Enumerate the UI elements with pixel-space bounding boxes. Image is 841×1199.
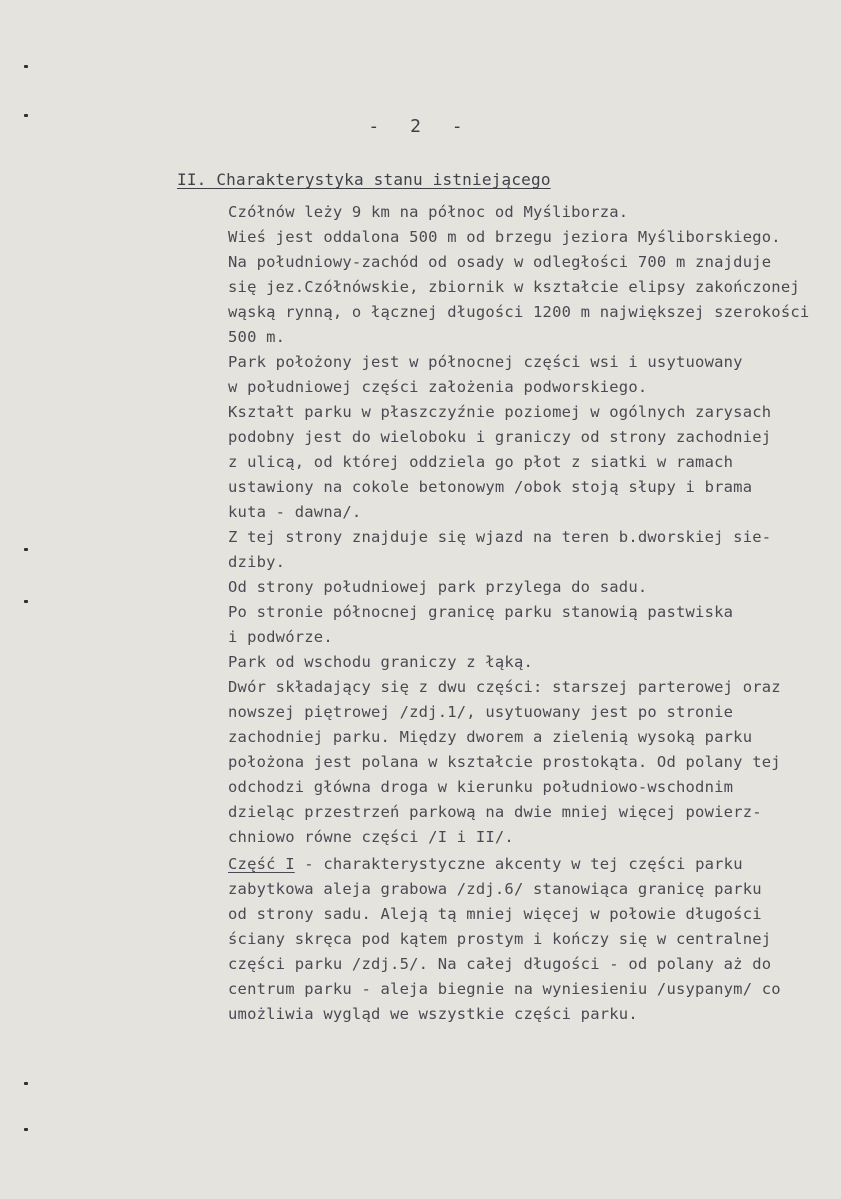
subsection-label: Część I bbox=[228, 855, 295, 873]
text-line: Park od wschodu graniczy z łąką. bbox=[228, 653, 534, 671]
margin-mark bbox=[24, 548, 28, 551]
text-line: Kształt parku w płaszczyźnie poziomej w ogólnych zarysach bbox=[228, 403, 772, 421]
text-line: podobny jest do wieloboku i graniczy od strony zachodniej bbox=[228, 428, 772, 446]
text-line: dziby. bbox=[228, 553, 286, 571]
text-line: Część I - charakterystyczne akcenty w tej części parku bbox=[228, 855, 743, 873]
text-line: położona jest polana w kształcie prostokąta. Od polany tej bbox=[228, 753, 781, 771]
text-line: Od strony południowej park przylega do sadu. bbox=[228, 578, 648, 596]
text-line: Park położony jest w północnej części wsi i usytuowany bbox=[228, 353, 743, 371]
text-line: Z tej strony znajduje się wjazd na teren b.dworskiej sie- bbox=[228, 528, 772, 546]
section-heading: II. Charakterystyka stanu istniejącego bbox=[177, 170, 551, 189]
text-line: dzieląc przestrzeń parkową na dwie mniej więcej powierz- bbox=[228, 803, 762, 821]
text-line: Na południowy-zachód od osady w odległości 700 m znajduje bbox=[228, 253, 772, 271]
text-line: Dwór składający się z dwu części: starszej parterowej oraz bbox=[228, 678, 781, 696]
text-line: części parku /zdj.5/. Na całej długości - od polany aż do bbox=[228, 955, 772, 973]
text-line: Po stronie północnej granicę parku stanowią pastwiska bbox=[228, 603, 734, 621]
text-line: ściany skręca pod kątem prostym i kończy się w centralnej bbox=[228, 930, 772, 948]
text-line: kuta - dawna/. bbox=[228, 503, 362, 521]
margin-mark bbox=[24, 600, 28, 603]
text-line: i podwórze. bbox=[228, 628, 333, 646]
text-line: zachodniej parku. Między dworem a zielenią wysoką parku bbox=[228, 728, 753, 746]
text-line: odchodzi główna droga w kierunku południowo-wschodnim bbox=[228, 778, 734, 796]
margin-mark bbox=[24, 1128, 28, 1131]
text-line: w południowej części założenia podworskiego. bbox=[228, 378, 648, 396]
text-line: zabytkowa aleja grabowa /zdj.6/ stanowiąca granicę parku bbox=[228, 880, 762, 898]
text-line: 500 m. bbox=[228, 328, 286, 346]
text-line: wąską rynną, o łącznej długości 1200 m największej szerokości bbox=[228, 303, 810, 321]
text-line: centrum parku - aleja biegnie na wyniesieniu /usypanym/ co bbox=[228, 980, 781, 998]
text-line: Czółnów leży 9 km na północ od Myśliborza. bbox=[228, 203, 629, 221]
text-line: się jez.Czółnówskie, zbiornik w kształcie elipsy zakończonej bbox=[228, 278, 800, 296]
text-line: z ulicą, od której oddziela go płot z siatki w ramach bbox=[228, 453, 734, 471]
text-line: nowszej piętrowej /zdj.1/, usytuowany jest po stronie bbox=[228, 703, 734, 721]
text-line: chniowo równe części /I i II/. bbox=[228, 828, 514, 846]
margin-mark bbox=[24, 1082, 28, 1085]
body-text bbox=[228, 200, 838, 1027]
text-line: od strony sadu. Aleją tą mniej więcej w połowie długości bbox=[228, 905, 762, 923]
page-number: - 2 - bbox=[368, 116, 473, 137]
text-line: ustawiony na cokole betonowym /obok stoją słupy i brama bbox=[228, 478, 753, 496]
text-line: umożliwia wygląd we wszystkie części parku. bbox=[228, 1005, 638, 1023]
margin-mark bbox=[24, 65, 28, 68]
text-line: Wieś jest oddalona 500 m od brzegu jeziora Myśliborskiego. bbox=[228, 228, 781, 246]
